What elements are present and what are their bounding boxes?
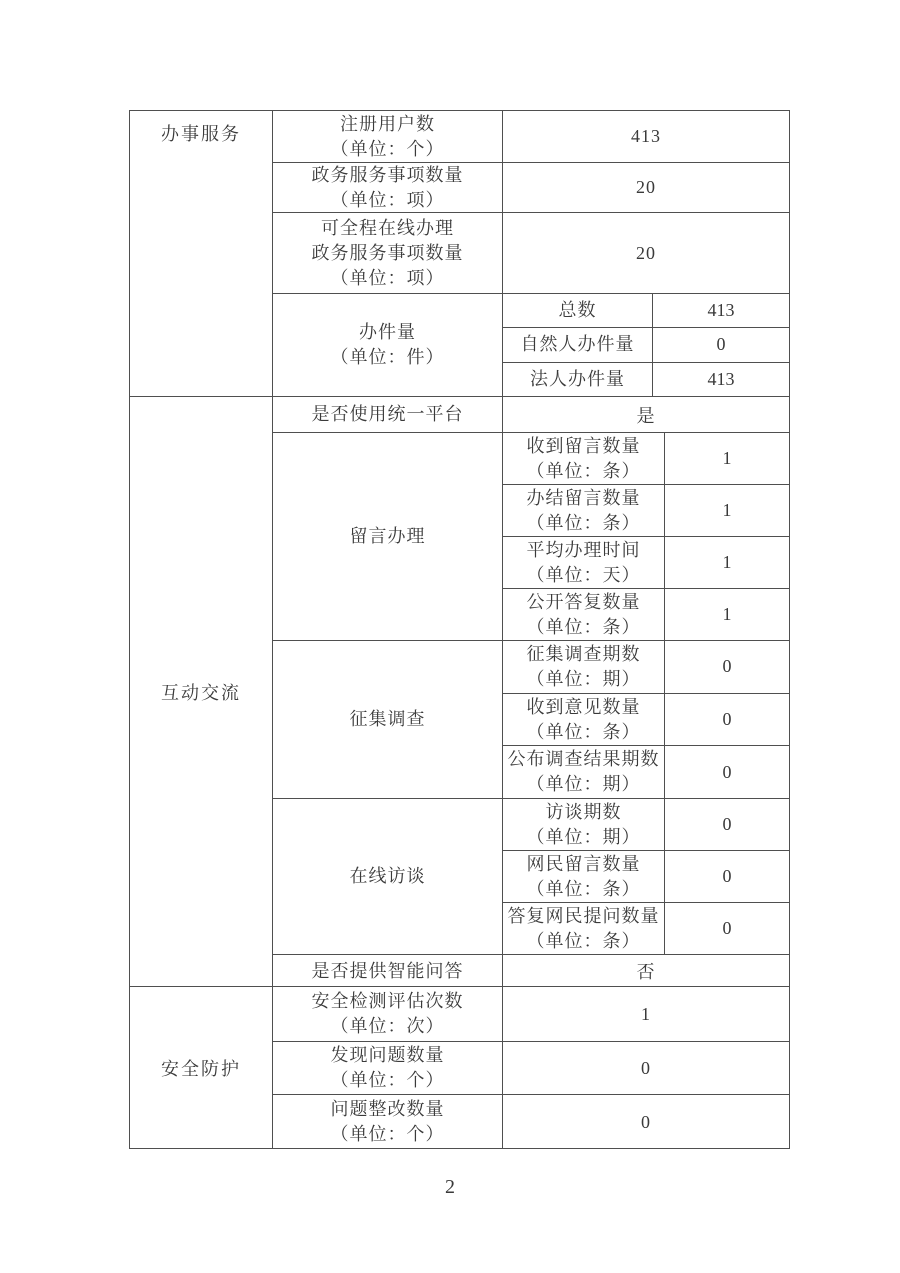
category-cell-security <box>130 987 273 1148</box>
row-value-cell: 否 <box>636 962 656 982</box>
table-row <box>273 212 789 293</box>
table-row <box>273 111 789 162</box>
subrow-label-cell <box>503 799 665 850</box>
row-label-cell: 是否使用统一平台 <box>273 397 503 432</box>
page-number: 2 <box>445 1176 455 1198</box>
table-subrow <box>503 536 789 588</box>
subrow-label: 平均办理时间 <box>526 539 641 560</box>
category-label: 互动交流 <box>161 682 241 703</box>
subrow-unit: （单位：天） <box>526 564 641 585</box>
subrow-unit: （单位：期） <box>526 826 641 847</box>
subrow-label: 答复网民提问数量 <box>507 905 660 926</box>
row-label-cell <box>273 111 503 162</box>
category-cell-interaction <box>130 397 273 986</box>
row-value-cell: 0 <box>641 1057 651 1078</box>
subrow-value-cell: 0 <box>716 334 726 355</box>
row-label: 问题整改数量 <box>330 1099 445 1119</box>
table-subrow <box>503 693 789 746</box>
subrow-label: 收到意见数量 <box>526 696 641 717</box>
row-value-cell: 0 <box>641 1111 651 1132</box>
table-subrow <box>503 745 789 798</box>
subrow-unit: （单位：期） <box>526 774 641 795</box>
table-row <box>273 1094 789 1149</box>
row-label-line2: 政务服务事项数量 <box>311 242 464 263</box>
row-value-cell: 20 <box>636 177 656 197</box>
table-subrow <box>503 433 789 484</box>
subrow-label-cell <box>503 903 665 954</box>
subrow-label: 访谈期数 <box>545 801 622 822</box>
subrow-label-cell <box>503 851 665 902</box>
subrow-value-cell: 0 <box>722 656 732 677</box>
subrow-label-cell <box>503 485 665 536</box>
table-row <box>273 397 789 432</box>
table-subrow <box>503 850 789 902</box>
section-interaction-content <box>273 397 789 986</box>
subrow-value-cell: 0 <box>722 814 732 834</box>
row-value-cell: 1 <box>641 1003 651 1024</box>
subrow-label-cell <box>503 694 665 746</box>
subrow-label-cell <box>503 746 665 798</box>
row-label: 安全检测评估次数 <box>311 991 464 1011</box>
subrow-label: 办结留言数量 <box>526 487 641 508</box>
annual-report-table <box>129 110 790 1149</box>
row-value-cell: 20 <box>636 242 656 263</box>
table-row <box>273 162 789 212</box>
table-subrow <box>503 902 789 954</box>
group-unit: （单位：件） <box>330 347 445 367</box>
subrow-value-cell: 0 <box>722 866 732 886</box>
category-label: 安全防护 <box>161 1058 241 1079</box>
row-label: 可全程在线办理 <box>321 217 454 238</box>
group-subcolumn <box>503 799 789 954</box>
subrow-label-cell <box>503 537 665 588</box>
subrow-label: 收到留言数量 <box>526 435 641 456</box>
table-group-row <box>273 432 789 640</box>
section-security-content <box>273 987 789 1148</box>
subrow-value-cell: 0 <box>722 761 732 782</box>
group-label-cell <box>273 294 503 396</box>
subrow-unit: （单位：条） <box>526 721 641 742</box>
section-interaction <box>130 396 789 986</box>
group-subcolumn <box>503 641 789 798</box>
subrow-label-cell <box>503 589 665 640</box>
row-unit: （单位：个） <box>330 1070 445 1090</box>
row-label: 政务服务事项数量 <box>311 164 464 185</box>
subrow-unit: （单位：条） <box>526 930 641 951</box>
group-subcolumn <box>503 433 789 640</box>
subrow-unit: （单位：条） <box>526 460 641 481</box>
table-subrow <box>503 641 789 693</box>
table-group-row <box>273 293 789 396</box>
group-label: 办件量 <box>359 322 416 342</box>
table-subrow <box>503 294 789 327</box>
group-label-cell: 在线访谈 <box>273 799 503 954</box>
table-row <box>273 1041 789 1094</box>
subrow-value-cell: 1 <box>722 500 732 520</box>
row-unit: （单位：个） <box>330 1124 445 1144</box>
subrow-unit: （单位：条） <box>526 512 641 533</box>
row-label: 发现问题数量 <box>330 1045 445 1065</box>
table-row <box>273 954 789 987</box>
subrow-label: 公布调查结果期数 <box>507 749 660 770</box>
row-label: 注册用户数 <box>340 113 435 134</box>
section-service <box>130 111 789 396</box>
row-value-cell: 是 <box>636 405 656 426</box>
row-unit: （单位：个） <box>330 138 445 159</box>
subrow-label-cell <box>503 433 665 484</box>
subrow-label: 征集调查期数 <box>526 643 641 664</box>
row-label-cell <box>273 987 503 1041</box>
subrow-value-cell: 1 <box>722 552 732 572</box>
row-label-cell <box>273 1095 503 1149</box>
subrow-value-cell: 1 <box>722 448 732 468</box>
subrow-label-cell: 法人办件量 <box>503 363 653 396</box>
subrow-label-cell: 总数 <box>503 294 653 327</box>
category-label: 办事服务 <box>161 124 241 144</box>
group-label-cell: 留言办理 <box>273 433 503 640</box>
section-security <box>130 986 789 1148</box>
row-unit: （单位：项） <box>330 189 445 210</box>
subrow-label-cell <box>503 641 665 693</box>
subrow-unit: （单位：期） <box>526 668 641 689</box>
subrow-unit: （单位：条） <box>526 616 641 637</box>
subrow-label: 公开答复数量 <box>526 591 641 612</box>
row-label-cell: 是否提供智能问答 <box>273 955 503 987</box>
table-group-row <box>273 640 789 798</box>
row-label-cell <box>273 1042 503 1094</box>
row-label-cell <box>273 213 503 293</box>
subrow-value-cell: 1 <box>722 604 732 624</box>
table-group-row <box>273 798 789 954</box>
subrow-value-cell: 0 <box>722 918 732 938</box>
row-unit: （单位：次） <box>330 1016 445 1036</box>
table-row <box>273 987 789 1041</box>
section-service-content <box>273 111 789 396</box>
subrow-value-cell: 413 <box>707 300 735 321</box>
table-subrow <box>503 327 789 361</box>
row-value-cell: 413 <box>631 126 661 146</box>
table-subrow <box>503 484 789 536</box>
subrow-label-cell: 自然人办件量 <box>503 328 653 361</box>
table-subrow <box>503 588 789 640</box>
subrow-label: 网民留言数量 <box>526 853 641 874</box>
category-cell-service <box>130 111 273 396</box>
subrow-unit: （单位：条） <box>526 878 641 899</box>
group-subcolumn <box>503 294 789 396</box>
row-label-cell <box>273 163 503 212</box>
group-label-cell: 征集调查 <box>273 641 503 798</box>
table-subrow <box>503 362 789 396</box>
subrow-value-cell: 413 <box>707 368 735 389</box>
row-unit: （单位：项） <box>330 267 445 288</box>
subrow-value-cell: 0 <box>722 709 732 729</box>
table-subrow <box>503 799 789 850</box>
